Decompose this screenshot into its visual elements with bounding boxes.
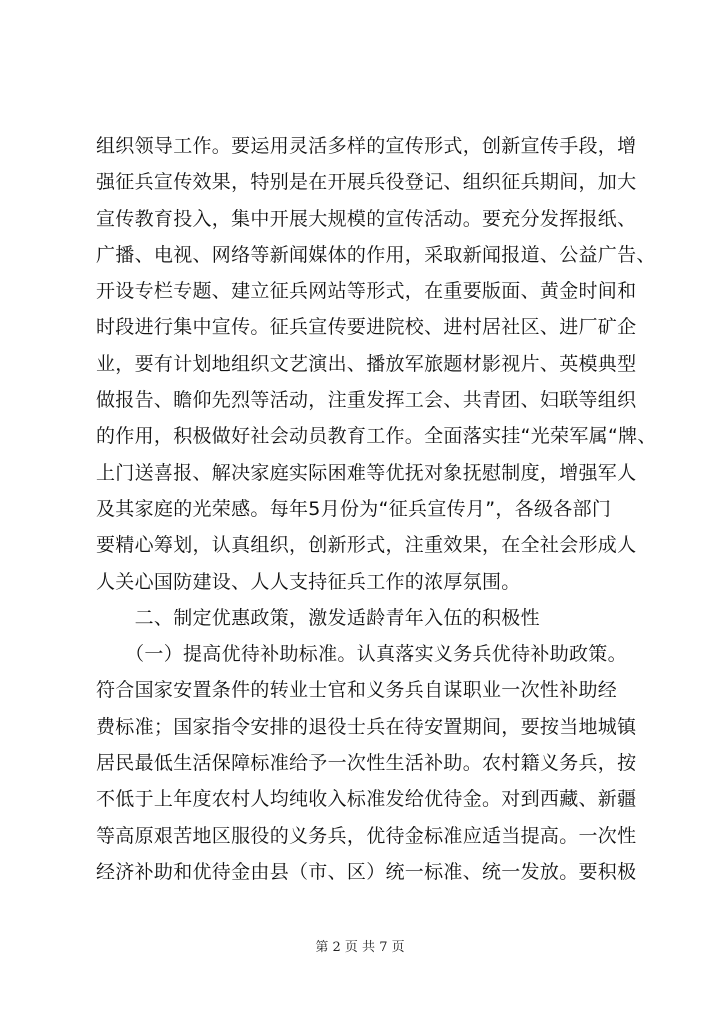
text-line: 等高原艰苦地区服役的义务兵，优待金标准应适当提高。一次性 (96, 824, 637, 847)
text-line: 居民最低生活保障标准给予一次性生活补助。农村籍义务兵，按 (96, 752, 637, 775)
text-line: 上门送喜报、解决家庭实际困难等优抚对象抚慰制度，增强军人 (96, 461, 637, 484)
text-line: 不低于上年度农村人均纯收入标准发给优待金。对到西藏、新疆 (96, 788, 637, 811)
text-line: 开设专栏专题、建立征兵网站等形式，在重要版面、黄金时间和 (96, 280, 637, 303)
text-line: 及其家庭的光荣感。每年5月份为“征兵宣传月”，各级各部门 (96, 497, 612, 520)
text-line: 强征兵宣传效果，特别是在开展兵役登记、组织征兵期间，加大 (96, 171, 637, 194)
body-text (96, 128, 676, 890)
text-line: 符合国家安置条件的转业士官和义务兵自谋职业一次性补助经 (96, 679, 618, 702)
text-line: 费标准；国家指令安排的退役士兵在待安置期间，要按当地城镇 (96, 715, 637, 738)
text-line: 时段进行集中宣传。征兵宣传要进院校、进村居社区、进厂矿企 (96, 316, 637, 339)
text-line: 要精心筹划，认真组织，创新形式，注重效果，在全社会形成人 (96, 534, 637, 557)
page-number-footer: 第 2 页 共 7 页 (315, 940, 405, 955)
text-line: 经济补助和优待金由县（市、区）统一标准、统一发放。要积极 (96, 860, 637, 883)
text-line: 广播、电视、网络等新闻媒体的作用，采取新闻报道、公益广告、 (96, 243, 656, 266)
text-line: 宣传教育投入，集中开展大规模的宣传活动。要充分发挥报纸、 (96, 207, 637, 230)
subsection-heading-line: （一）提高优待补助标准。认真落实义务兵优待补助政策。 (96, 643, 627, 666)
text-line: 组织领导工作。要运用灵活多样的宣传形式，创新宣传手段，增 (96, 135, 637, 157)
text-line: 的作用，积极做好社会动员教育工作。全面落实挂“光荣军属“牌、 (96, 425, 657, 448)
text-line: 做报告、瞻仰先烈等活动，注重发挥工会、共青团、妇联等组织 (96, 389, 637, 412)
text-line: 业，要有计划地组织文艺演出、播放军旅题材影视片、英模典型 (96, 352, 637, 375)
section-heading: 二、制定优惠政策，激发适龄青年入伍的积极性 (96, 606, 540, 629)
text-line: 人关心国防建设、人人支持征兵工作的浓厚氛围。 (96, 570, 521, 593)
